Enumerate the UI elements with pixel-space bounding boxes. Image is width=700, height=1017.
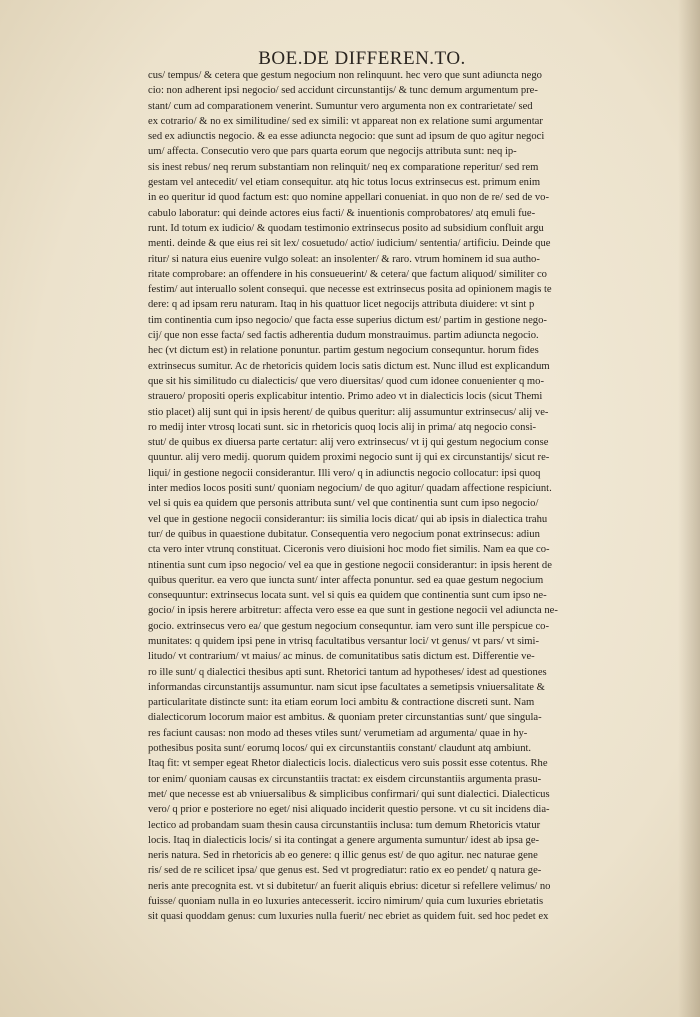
text-line: in eo queritur id quod factum est: quo nomine appellari conueniat. in quo non de re/ sed de vo- <box>148 192 549 204</box>
text-line: dialecticorum locorum maior est ambitus. & quoniam preter circunstantias sunt/ que singula- <box>148 712 542 724</box>
text-line: gestam vel antecedit/ vel etiam consequitur. atq hic totus locus extrinsecus est. primum enim <box>148 177 541 189</box>
text-line: particularitate distincte sunt: ita etiam eorum loci ambitu & contractione discreti sunt. Nam <box>148 697 535 709</box>
text-line: stant/ cum ad comparationem venerint. Sumuntur vero argumenta non ex contrarietate/ sed <box>148 100 533 112</box>
text-line: fuisse/ quoniam nulla in eo luxuries antecesserit. icciro nimirum/ quia cum luxuries ebrietatis <box>148 896 544 908</box>
text-line: um/ affecta. Consecutio vero que pars quarta eorum que negocijs attributa sunt: neq ip- <box>148 146 517 158</box>
text-line: sed ex adiunctis negocio. & ea esse adiuncta negocio: que sunt ad ipsum de quo agitur negoci <box>148 131 545 143</box>
text-line: cabulo laboratur: qui deinde actores eius facti/ & inuentionis comprobatores/ atq emuli fue- <box>148 207 536 219</box>
text-line: ris/ sed de re scilicet ipsa/ que genus est. Sed vt progrediatur: ratio ex eo pendet/ q natura ge- <box>148 865 542 877</box>
text-line: festim/ aut interuallo solent consequi. que necesse est extrinsecus posita ad opinionem magis te <box>148 284 552 296</box>
text-line: liqui/ in gestione negocii considerantur. Illi vero/ q in adiunctis negocio collocatur: ipsi quoq <box>148 467 541 479</box>
text-line: Itaq fit: vt semper egeat Rhetor dialecticis locis. dialecticus vero suis possit esse cotentus. Rhe <box>148 758 548 770</box>
text-line: neris natura. Sed in rhetoricis ab eo genere: q illic genus est/ de quo agitur. nec naturae gene <box>148 850 538 862</box>
text-line: vel si quis ea quidem que personis attributa sunt/ vel que continentia sunt cum ipso negocio/ <box>148 498 539 510</box>
text-line: neris ante precognita est. vt si dubitetur/ an fuerit aliquis ebrius: dicetur si refellere velimus/ no <box>148 880 551 892</box>
text-line: menti. deinde & que eius rei sit lex/ cosuetudo/ actio/ iudicium/ sententia/ artificiu. Deinde que <box>148 238 551 250</box>
text-line: ro ille sunt/ q dialectici thesibus apti sunt. Rhetorici tantum ad hypotheses/ idest ad questiones <box>148 666 547 678</box>
text-line: ro medij inter vtrosq locati sunt. sic in rhetoricis quoq locis alij in prima/ atq negocio consi- <box>148 421 537 433</box>
text-line: litudo/ vt contrarium/ vt maius/ ac minus. de comunitatibus satis dictum est. Differentie ve- <box>148 651 535 663</box>
text-line: ntinentia sunt cum ipso negocio/ vel ea que in gestione negocii considerantur: in ipsis herent de <box>148 559 552 571</box>
text-line: stio placet) alij sunt qui in ipsis herent/ de quibus queritur: alij assumuntur extrinsecus/ alij ve- <box>148 406 549 418</box>
text-line: ritate comprobare: an offendere in his consueuerint/ & cetera/ que factum aliquod/ similiter co <box>148 268 547 280</box>
text-line: gocio. extrinsecus vero ea/ que gestum negocium consequntur. iam vero sunt ille perspicue co- <box>148 620 549 632</box>
text-line: met/ que necesse est ab vniuersalibus & simplicibus confirmari/ qui sunt dialectici. Dialecticus <box>148 788 550 800</box>
text-line: tur/ de quibus in quaestione dubitatur. Consequentia vero negocium ponat extrinsecus: adiun <box>148 528 540 540</box>
text-line: ritur/ si natura eius euenire vulgo soleat: an insolenter/ & raro. vtrum hominem id sua autho- <box>148 253 540 265</box>
text-line: quibus queritur. ea vero que iuncta sunt/ inter affecta ponuntur. sed ea quae gestum negocium <box>148 574 544 586</box>
text-line: informandas circunstantijs assumuntur. nam sicut ipse facultates a semetipsis vniuersalitate & <box>148 681 545 693</box>
text-line: inter medios locos positi sunt/ quoniam negocium/ de quo agitur/ quadam affectione respiciunt. <box>148 483 552 495</box>
text-line: hec (vt dictum est) in relatione ponuntur. partim gestum negocium consequntur. horum fides <box>148 345 539 357</box>
text-line: extrinsecus sumitur. Ac de rhetoricis quidem locis satis dictum est. Nunc illud est explicandum <box>148 360 550 372</box>
text-line: stut/ de quibus ex diuersa parte certatur: alij vero extrinsecus/ vt ij qui gestum negocium conse <box>148 437 549 449</box>
text-line: gocio/ in ipsis herere arbitretur: affecta vero esse ea que sunt in gestione negocii vel adiuncta ne- <box>148 605 558 617</box>
text-line: cio: non adherent ipsi negocio/ sed accidunt circunstantijs/ & tunc demum argumentum pre- <box>148 85 538 97</box>
text-line: quuntur. alij vero medij. quorum quidem proximi negocio sunt ij qui ex circunstantijs/ sicut re- <box>148 452 550 464</box>
text-line: locis. Itaq in dialecticis locis/ si ita contingat a genere argumenta sumuntur/ idest ab ipsa ge- <box>148 834 540 846</box>
running-head-text: BOE.DE DIFFEREN.TO. <box>258 48 466 69</box>
body-text <box>148 68 640 925</box>
text-line: vel que in gestione negocii considerantur: iis similia locis dicat/ qui ab ipsis in dialectica trahu <box>148 513 548 525</box>
text-line: runt. Id totum ex iudicio/ & quodam testimonio extrinsecus posito ad subsidium confluit argu <box>148 222 544 234</box>
text-line: sis inest rebus/ neq rerum substantiam non relinquit/ neq ex comparatione reperitur/ sed rem <box>148 161 539 173</box>
text-line: res faciunt causas: non modo ad theses vtiles sunt/ verumetiam ad argumenta/ quae in hy- <box>148 727 528 739</box>
text-line: pothesibus posita sunt/ eorumq locos/ qui ex circunstantiis constant/ claudunt atq ambiunt. <box>148 743 532 755</box>
text-line: tim continentia cum ipso negocio/ que facta esse superius dictum est/ partim in gestione nego- <box>148 314 547 326</box>
page-edge-shadow <box>678 0 700 1017</box>
text-line: consequuntur: extrinsecus locata sunt. vel si quis ea quidem que continentia sunt cum ipso ne- <box>148 590 547 602</box>
text-line: dere: q ad ipsam reru naturam. Itaq in his quattuor licet negocijs attributa diuidere: vt sint p <box>148 299 535 311</box>
text-line: strauero/ propositi operis explicabitur intentio. Primo adeo vt in dialecticis locis (sicut Themi <box>148 391 543 403</box>
text-line: lectico ad probandam suam thesin causa circunstantiis inclusa: tum demum Rhetoricis vtatur <box>148 819 541 831</box>
running-head <box>0 48 700 70</box>
text-line: cus/ tempus/ & cetera que gestum negocium non relinquunt. hec vero que sunt adiuncta nego <box>148 70 542 81</box>
text-line: vero/ q prior e posteriore no eget/ nisi aliquado inciderit questio persone. vt cu sit incidens dia- <box>148 804 550 816</box>
text-line: cij/ que non esse facta/ sed factis adherentia dudum monstrauimus. partim adiuncta negocio. <box>148 330 539 342</box>
text-line: ex cotrario/ & no ex similitudine/ sed ex simili: vt appareat non ex relatione sumi argumentar <box>148 115 543 127</box>
text-line: cta vero inter vtrunq constituat. Ciceronis vero diuisioni hoc modo fiet similis. Nam ea que co- <box>148 544 550 556</box>
text-line: sit quasi quoddam genus: cum luxuries nulla fuerit/ nec ebriet as quidem fuit. sed hoc pedet ex <box>148 911 549 923</box>
text-line: que sit his similitudo cu dialecticis/ que vero diuersitas/ quod cum idonee conuenienter q mo- <box>148 375 544 387</box>
text-line: munitates: q quidem ipsi pene in vtrisq facultatibus versantur loci/ vt genus/ vt pars/ vt simi- <box>148 635 540 647</box>
text-line: tor enim/ quoniam causas ex circunstantiis tractat: ex eisdem circunstantiis argumenta prasu- <box>148 773 542 785</box>
